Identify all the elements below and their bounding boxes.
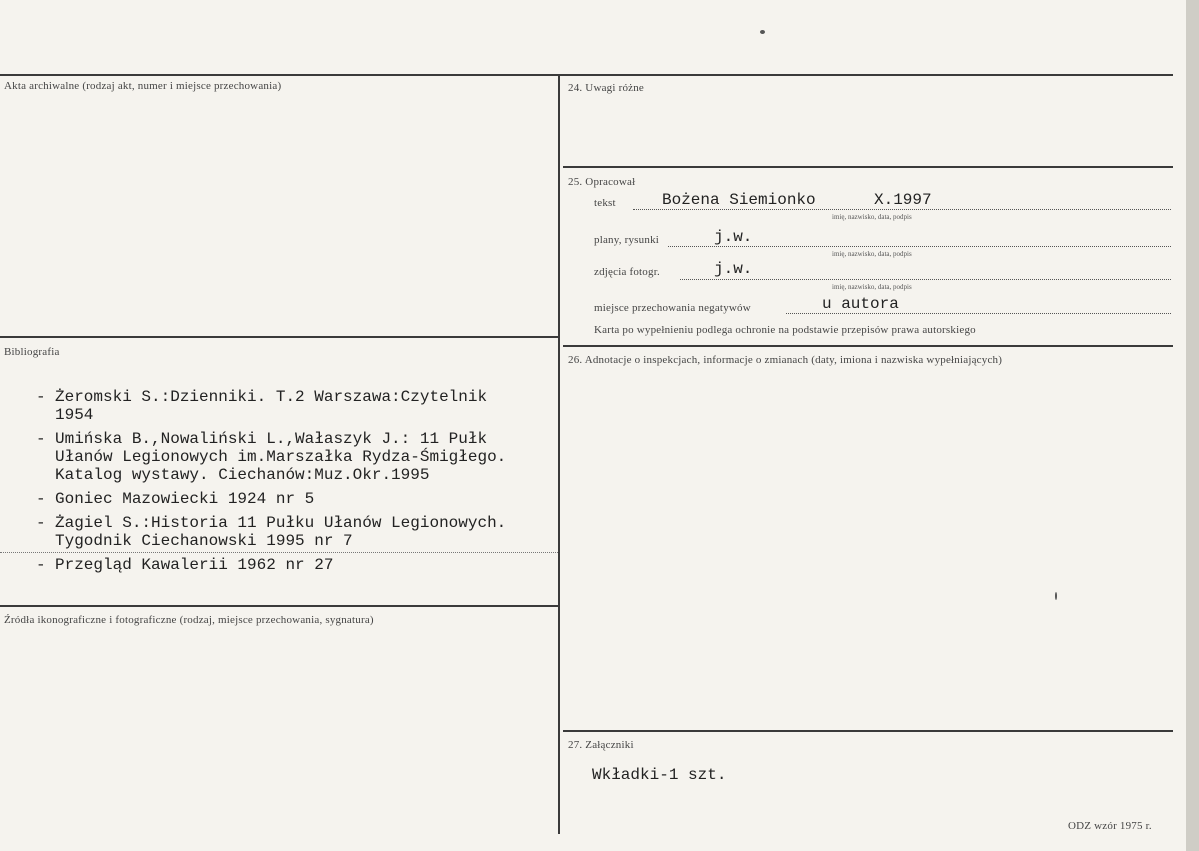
bibliography-item	[36, 556, 506, 574]
bibliography-line: 1954	[55, 406, 94, 424]
center-divider	[558, 74, 560, 834]
text-author-line	[633, 209, 1171, 210]
signature-caption: imię, nazwisko, data, podpis	[832, 250, 912, 258]
bibliography-line: Tygodnik Ciechanowski 1995 nr 7	[55, 532, 353, 550]
photos-label: zdjęcia fotogr.	[594, 266, 660, 278]
iconographic-sources-label: Źródła ikonograficzne i fotograficzne (rodzaj, miejsce przechowania, sygnatura)	[4, 614, 374, 626]
ink-speck	[1055, 592, 1057, 600]
top-rule	[0, 74, 1173, 76]
text-author-value: Bożena Siemionko	[662, 191, 816, 209]
inspections-label: 26. Adnotacje o inspekcjach, informacje o zmianach (daty, imiona i nazwiska wypełniających)	[568, 354, 1003, 366]
bibliography-label: Bibliografia	[4, 346, 60, 358]
plans-drawings-line	[668, 246, 1171, 247]
signature-caption: imię, nazwisko, data, podpis	[832, 213, 912, 221]
bibliography-item	[36, 490, 506, 508]
bibliography-line: Żeromski S.:Dzienniki. T.2 Warszawa:Czytelnik	[55, 388, 488, 406]
bibliography-line: Goniec Mazowiecki 1924 nr 5	[55, 490, 315, 508]
bibliography-list	[36, 388, 506, 580]
plans-drawings-label: plany, rysunki	[594, 234, 660, 246]
list-dash: -	[36, 430, 46, 448]
ink-speck	[760, 30, 765, 34]
bibliography-line: Katalog wystawy. Ciechanów:Muz.Okr.1995	[55, 466, 430, 484]
scan-edge	[1186, 0, 1199, 851]
right-rule-prepared	[563, 166, 1173, 168]
bibliography-item	[36, 514, 506, 550]
attachments-label: 27. Załączniki	[568, 739, 634, 751]
text-author-date: X.1997	[874, 191, 932, 209]
list-dash: -	[36, 388, 46, 406]
bibliography-line: Ułanów Legionowych im.Marszałka Rydza-Śmigłego.	[55, 448, 507, 466]
bibliography-line: Umińska B.,Nowaliński L.,Wałaszyk J.: 11 Pułk	[55, 430, 488, 448]
negatives-location-line	[786, 313, 1171, 314]
right-rule-attachments	[563, 730, 1173, 732]
list-dash: -	[36, 490, 46, 508]
plans-drawings-value: j.w.	[714, 228, 753, 246]
left-rule-sources	[0, 605, 558, 607]
signature-caption: imię, nazwisko, data, podpis	[832, 283, 912, 291]
remarks-label: 24. Uwagi różne	[568, 82, 645, 94]
prepared-by-label: 25. Opracował	[568, 176, 636, 188]
bibliography-line: Przegląd Kawalerii 1962 nr 27	[55, 556, 334, 574]
right-rule-inspections	[563, 345, 1173, 347]
text-author-label: tekst	[594, 197, 616, 209]
archive-files-label: Akta archiwalne (rodzaj akt, numer i miejsce przechowania)	[4, 80, 282, 92]
negatives-location-label: miejsce przechowania negatywów	[594, 302, 751, 314]
copyright-protection-note: Karta po wypełnieniu podlega ochronie na podstawie przepisów prawa autorskiego	[594, 324, 976, 336]
photos-value: j.w.	[714, 260, 753, 278]
left-rule-bibliography	[0, 336, 558, 338]
attachments-value: Wkładki-1 szt.	[592, 766, 727, 784]
list-dash: -	[36, 556, 46, 574]
list-dash: -	[36, 514, 46, 532]
negatives-location-value: u autora	[822, 295, 899, 313]
bibliography-line: Żagiel S.:Historia 11 Pułku Ułanów Legionowych.	[55, 514, 507, 532]
photos-line	[680, 279, 1171, 280]
bibliography-item	[36, 388, 506, 424]
form-footer: ODZ wzór 1975 r.	[1068, 820, 1152, 832]
bibliography-item	[36, 430, 506, 484]
